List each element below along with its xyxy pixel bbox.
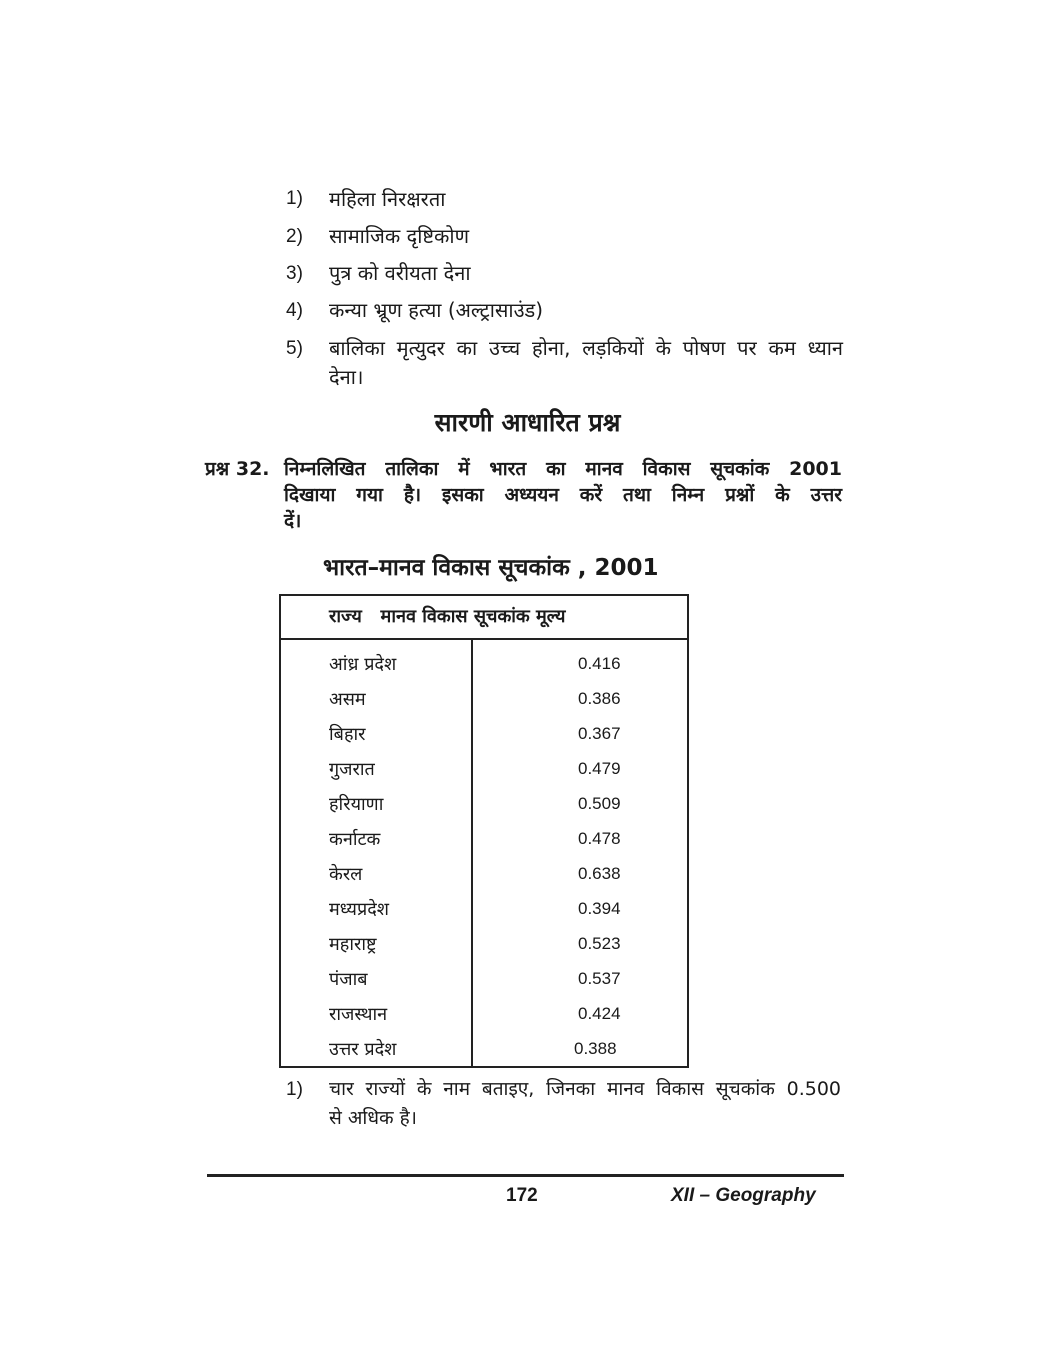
value-cell: 0.386	[578, 688, 621, 708]
value-cell: 0.523	[578, 933, 621, 953]
list-number: 5)	[286, 338, 303, 359]
list-item: कन्या भ्रूण हत्या (अल्ट्रासाउंड)	[329, 298, 544, 322]
state-cell: असम	[280, 681, 472, 716]
list-number: 4)	[286, 300, 303, 321]
state-cell: बिहार	[280, 716, 472, 751]
hdi-table	[279, 594, 689, 1068]
table-row	[280, 751, 688, 786]
state-cell: हरियाणा	[280, 786, 472, 821]
table-row	[280, 926, 688, 961]
table-row	[280, 961, 688, 996]
table-row	[280, 639, 688, 681]
list-number: 3)	[286, 263, 303, 284]
table-title: भारत–मानव विकास सूचकांक , 2001	[323, 555, 659, 581]
table-row	[280, 891, 688, 926]
question-line: दिखाया गया है। इसका अध्ययन करें तथा निम्न प्रश्नों के उत्तर	[284, 484, 842, 506]
table-row	[280, 1031, 688, 1067]
state-cell: राजस्थान	[280, 996, 472, 1031]
list-item: पुत्र को वरीयता देना	[329, 261, 471, 285]
table-header: राज्य मानव विकास सूचकांक मूल्य	[280, 595, 688, 639]
table-row	[280, 996, 688, 1031]
list-number: 1)	[286, 1079, 303, 1100]
question-line: दें।	[284, 510, 302, 532]
value-cell: 0.367	[578, 723, 621, 743]
list-number: 1)	[286, 188, 303, 209]
list-item-line: देना।	[329, 365, 364, 389]
value-cell: 0.478	[578, 828, 621, 848]
table-row	[280, 786, 688, 821]
list-item-line: बालिका मृत्युदर का उच्च होना, लड़कियों के पोषण पर कम ध्यान	[329, 336, 843, 360]
state-cell: मध्यप्रदेश	[280, 891, 472, 926]
value-cell: 0.416	[578, 653, 621, 673]
value-cell: 0.424	[578, 1003, 621, 1023]
state-cell: केरल	[280, 856, 472, 891]
state-cell: उत्तर प्रदेश	[280, 1031, 472, 1067]
footer-rule	[207, 1174, 844, 1177]
value-cell: 0.509	[578, 793, 621, 813]
table-row	[280, 856, 688, 891]
page-number: 172	[506, 1185, 538, 1206]
subject-label: XII – Geography	[671, 1185, 816, 1206]
state-cell: कर्नाटक	[280, 821, 472, 856]
table-row	[280, 821, 688, 856]
value-cell: 0.394	[578, 898, 621, 918]
table-row	[280, 716, 688, 751]
value-cell: 0.537	[578, 968, 621, 988]
sub-question-line: से अधिक है।	[329, 1107, 417, 1129]
table-row	[280, 681, 688, 716]
question-label: प्रश्न 32.	[205, 458, 270, 480]
state-cell: गुजरात	[280, 751, 472, 786]
sub-question-line: चार राज्यों के नाम बताइए, जिनका मानव विकास सूचकांक 0.500	[329, 1078, 841, 1100]
value-cell: 0.388	[574, 1038, 617, 1058]
state-cell: महाराष्ट्र	[280, 926, 472, 961]
list-item: सामाजिक दृष्टिकोण	[329, 224, 470, 248]
list-number: 2)	[286, 226, 303, 247]
state-cell: आंध्र प्रदेश	[280, 639, 472, 681]
section-heading: सारणी आधारित प्रश्न	[434, 408, 621, 437]
question-line: निम्नलिखित तालिका में भारत का मानव विकास सूचकांक 2001	[284, 458, 842, 480]
state-cell: पंजाब	[280, 961, 472, 996]
value-cell: 0.479	[578, 758, 621, 778]
list-item: महिला निरक्षरता	[329, 187, 446, 211]
value-cell: 0.638	[578, 863, 621, 883]
